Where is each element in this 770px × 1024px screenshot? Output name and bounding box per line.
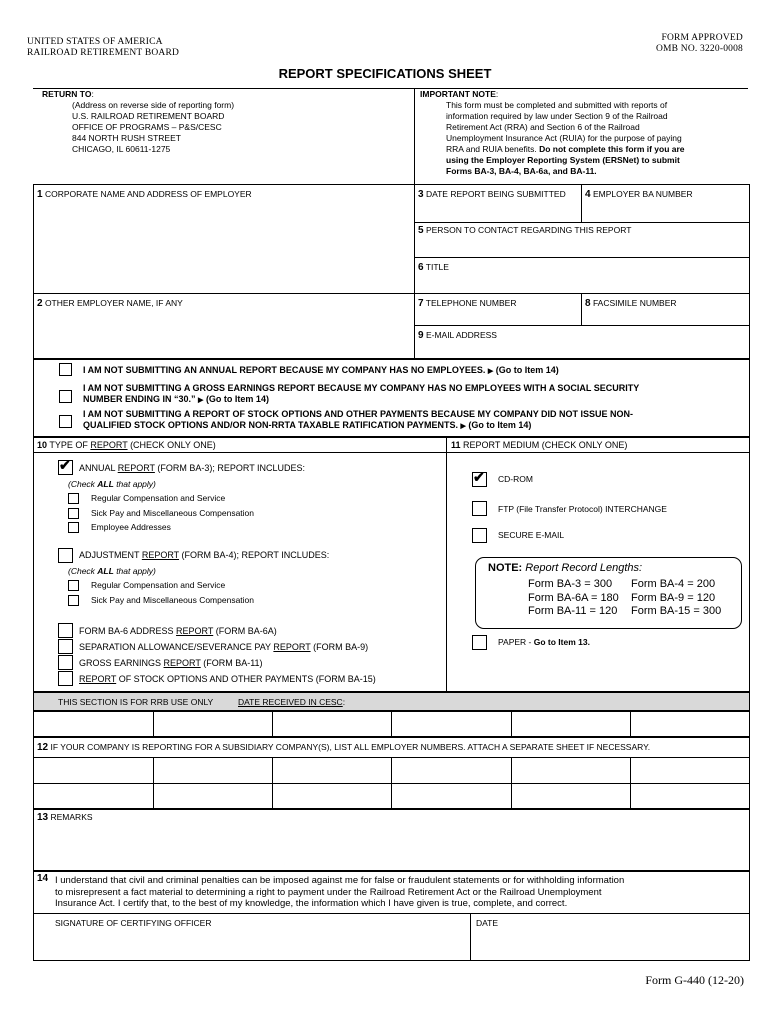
ba6-report-label (79, 626, 277, 637)
field-label: CORPORATE NAME AND ADDRESS OF EMPLOYER (44, 189, 252, 199)
annual-pre: ANNUAL (79, 463, 118, 473)
approval-line2: OMB NO. 3220-0008 (655, 44, 743, 54)
cert-line: to misrepresent a fact material to determining a right to payment under the Railroad Retirement Act or the Railroad Unemployment (55, 886, 602, 898)
date-received-text: DATE RECEIVED IN CESC (238, 697, 343, 707)
note-cell: Form BA-11 = 120 (528, 605, 618, 617)
field-label: OTHER EMPLOYER NAME, IF ANY (44, 298, 183, 308)
stock-options-report-checkbox[interactable] (58, 671, 73, 686)
adjust-sick-pay-checkbox[interactable] (68, 595, 79, 606)
certification-text (55, 875, 624, 910)
form-approval (656, 33, 743, 55)
field-label: TELEPHONE NUMBER (425, 298, 517, 308)
annual-regular-comp-label: Regular Compensation and Service (91, 493, 226, 503)
important-note-block (420, 89, 685, 177)
note-line: Retirement Act (RRA) and Section 6 of the Railroad (446, 122, 640, 132)
opt3-line2: QUALIFIED STOCK OPTIONS AND/OR NON-RRTA TAXABLE RATIFICATION PAYMENTS. (83, 420, 458, 430)
opt2-line1: I AM NOT SUBMITTING A GROSS EARNINGS REPORT BECAUSE MY COMPANY HAS NO EMPLOYEES WITH A SOCIAL SECURITY (83, 383, 640, 393)
field-email[interactable] (418, 330, 497, 341)
field-telephone[interactable] (418, 298, 516, 309)
secure-email-checkbox[interactable] (472, 528, 487, 543)
paper-checkbox[interactable] (472, 635, 487, 650)
adjust-post: (FORM BA-4); REPORT INCLUDES: (179, 550, 330, 560)
stock-u: REPORT (79, 674, 117, 684)
opt1-go: (Go to Item 14) (495, 365, 559, 375)
cert-line: I understand that civil and criminal penalties can be imposed against me for false or fraudulent statements or for withholding information (55, 875, 625, 886)
adjust-pre: ADJUSTMENT (79, 550, 142, 560)
note-line (446, 144, 685, 155)
cdrom-label: CD-ROM (498, 474, 533, 484)
return-to-line: U.S. RAILROAD RETIREMENT BOARD (72, 111, 225, 121)
note-cell: Form BA-6A = 180 (528, 591, 619, 604)
annual-report-label (79, 463, 305, 474)
note-title: Report Record Lengths: (525, 562, 643, 574)
date-received-label (238, 697, 345, 707)
return-to-line: OFFICE OF PROGRAMS – P&S/CESC (72, 122, 222, 132)
note-line5-bold: Do not complete this form if you are (539, 144, 685, 154)
signature-label: SIGNATURE OF CERTIFYING OFFICER (55, 918, 212, 928)
opt2-line2: NUMBER ENDING IN “30.” (83, 394, 196, 404)
gross-pre: GROSS EARNINGS (79, 658, 164, 668)
date-label: DATE (476, 918, 499, 928)
s10-label-post: (CHECK ONLY ONE) (127, 440, 216, 450)
s10-label-pre: TYPE OF (49, 440, 91, 450)
note-line: This form must be completed and submitted with reports of (446, 100, 668, 110)
rrb-use-only-label: THIS SECTION IS FOR RRB USE ONLY (58, 697, 214, 707)
adjustment-report-checkbox[interactable] (58, 548, 73, 563)
field-label: DATE REPORT BEING SUBMITTED (425, 189, 566, 199)
field-label: PERSON TO CONTACT REGARDING THIS REPORT (425, 225, 632, 235)
return-to-colon: : (91, 89, 94, 99)
s11-label: REPORT MEDIUM (CHECK ONLY ONE) (463, 440, 628, 450)
ba6-post: (FORM BA-6A) (213, 626, 277, 636)
field-number: 3 (418, 189, 424, 200)
return-to-line: CHICAGO, IL 60611-1275 (72, 144, 171, 154)
agency-line2: RAILROAD RETIREMENT BOARD (27, 48, 180, 58)
ba6-u: REPORT (176, 626, 214, 636)
annual-addresses-label: Employee Addresses (91, 522, 171, 532)
note-table (528, 578, 721, 619)
s12-label: IF YOUR COMPANY IS REPORTING FOR A SUBSIDIARY COMPANY(S), LIST ALL EMPLOYER NUMBERS. ATTACH A SEPARATE SHEET IF NECESSARY. (50, 742, 651, 752)
approval-line1: FORM APPROVED (661, 33, 743, 43)
gross-earnings-report-label (79, 658, 263, 669)
field-number: 2 (37, 298, 43, 309)
checkmark-icon: ✔ (59, 457, 71, 473)
opt2-go: (Go to Item 14) (205, 394, 269, 404)
note-cell: Form BA-9 = 120 (631, 591, 716, 604)
field-label: E-MAIL ADDRESS (425, 330, 497, 340)
signature-field[interactable] (55, 918, 211, 928)
note-cell: Form BA-4 = 200 (631, 578, 716, 590)
agency-name (27, 37, 179, 59)
section-number: 12 (37, 742, 49, 753)
adjust-check-all (68, 566, 156, 577)
return-to-label: RETURN TO (42, 89, 92, 99)
opt1-text: I AM NOT SUBMITTING AN ANNUAL REPORT BECAUSE MY COMPANY HAS NO EMPLOYEES. (83, 365, 486, 375)
check-all-pre: (Check (68, 479, 98, 489)
paper-text: PAPER - (498, 637, 534, 647)
field-facsimile[interactable] (585, 298, 677, 309)
arrow-right-icon: ▶ (487, 368, 494, 375)
stock-post: OF STOCK OPTIONS AND OTHER PAYMENTS (FORM BA-15) (116, 674, 376, 684)
annual-post: (FORM BA-3); REPORT INCLUDES: (154, 463, 306, 473)
gross-post: (FORM BA-11) (200, 658, 263, 668)
gross-earnings-report-checkbox[interactable] (58, 655, 73, 670)
ftp-checkbox[interactable] (472, 501, 487, 516)
page-title: REPORT SPECIFICATIONS SHEET (278, 66, 492, 81)
gross-u: REPORT (163, 658, 201, 668)
note-bold-line: Forms BA-3, BA-4, BA-6a, and BA-11. (446, 166, 597, 176)
sep-post: (FORM BA-9) (310, 642, 369, 652)
check-all-post: that apply) (113, 566, 156, 576)
section13-heading (37, 812, 93, 823)
note-heading (488, 562, 642, 575)
important-note-label: IMPORTANT NOTE (420, 89, 496, 99)
checkmark-icon: ✔ (473, 469, 485, 485)
separation-report-checkbox[interactable] (58, 639, 73, 654)
separation-report-label (79, 642, 368, 653)
no-gross-earnings-checkbox[interactable] (59, 390, 72, 403)
arrow-right-icon: ▶ (198, 397, 204, 404)
remarks-field[interactable] (33, 809, 750, 871)
field-label: FACSIMILE NUMBER (592, 298, 677, 308)
return-to-line: 844 NORTH RUSH STREET (72, 133, 181, 143)
field-date-submitted[interactable] (418, 189, 566, 200)
field-contact-person[interactable] (418, 225, 631, 236)
annual-check-all (68, 479, 156, 490)
check-all-pre: (Check (68, 566, 98, 576)
field-number: 5 (418, 225, 424, 236)
arrow-right-icon: ▶ (460, 423, 466, 430)
employer-info-grid (33, 184, 750, 359)
field-number: 4 (585, 189, 591, 200)
opt3-go: (Go to Item 14) (468, 420, 532, 430)
ba6-report-checkbox[interactable] (58, 623, 73, 638)
field-other-employer-name[interactable] (37, 298, 183, 309)
section14-number: 14 (37, 873, 49, 884)
annual-addresses-checkbox[interactable] (68, 522, 79, 533)
cert-line: Insurance Act. I certify that, to the best of my knowledge, the information which I have given is true, complete, and correct. (55, 898, 568, 909)
cdrom-checkbox[interactable] (472, 469, 487, 487)
note-line5-plain: RRA and RUIA benefits. (446, 144, 540, 154)
form-id: Form G-440 (12-20) (645, 973, 744, 987)
field-employer-ba-number[interactable] (585, 189, 693, 200)
no-annual-report-checkbox[interactable] (59, 363, 72, 376)
sep-u: REPORT (273, 642, 311, 652)
important-note-colon: : (495, 89, 499, 99)
note-label: NOTE: (488, 562, 523, 574)
section-number: 11 (451, 440, 461, 450)
note-line: Unemployment Insurance Act (RUIA) for the purpose of paying (446, 133, 682, 143)
ba6-pre: FORM BA-6 ADDRESS (79, 626, 177, 636)
field-label: TITLE (425, 262, 449, 272)
note-cell: Form BA-15 = 300 (631, 605, 722, 617)
field-number: 6 (418, 262, 424, 273)
section10-heading (37, 440, 216, 451)
date-field[interactable] (476, 918, 498, 928)
field-number: 8 (585, 298, 591, 309)
section11-heading (451, 440, 627, 451)
ftp-label: FTP (File Transfer Protocol) INTERCHANGE (498, 504, 667, 514)
no-gross-earnings-text (83, 383, 639, 406)
field-title[interactable] (418, 262, 449, 273)
annual-sick-pay-label: Sick Pay and Miscellaneous Compensation (91, 508, 255, 518)
section-number: 10 (37, 440, 48, 450)
note-cell: Form BA-3 = 300 (528, 578, 613, 590)
no-stock-options-text (83, 409, 633, 432)
s13-label: REMARKS (50, 812, 93, 822)
annual-regular-comp-checkbox[interactable] (68, 493, 79, 504)
paper-label (498, 637, 590, 648)
section12-heading (37, 742, 650, 753)
return-to-block (42, 89, 234, 155)
field-label: EMPLOYER BA NUMBER (592, 189, 693, 199)
no-annual-report-text (83, 365, 559, 377)
adjust-u: REPORT (141, 550, 180, 560)
s10-label-u: REPORT (90, 440, 128, 450)
note-bold-line: using the Employer Reporting System (ERSNet) to submit (446, 155, 680, 165)
secure-email-label: SECURE E-MAIL (498, 530, 565, 540)
check-all-bold: ALL (97, 566, 114, 576)
paper-bold: Go to Item 13. (533, 637, 590, 647)
note-line: information required by law under Section 9 of the Railroad (446, 111, 668, 121)
annual-u: REPORT (117, 463, 155, 473)
field-corporate-name[interactable] (37, 189, 252, 200)
field-number: 9 (418, 330, 424, 341)
agency-line1: UNITED STATES OF AMERICA (27, 37, 163, 47)
field-number: 1 (37, 189, 43, 200)
date-received-colon: : (342, 697, 346, 707)
stock-options-report-label (79, 674, 376, 685)
field-number: 7 (418, 298, 424, 309)
adjust-sick-pay-label: Sick Pay and Miscellaneous Compensation (91, 595, 255, 605)
return-to-line: (Address on reverse side of reporting form) (72, 100, 235, 110)
no-stock-options-checkbox[interactable] (59, 415, 72, 428)
adjust-regular-comp-label: Regular Compensation and Service (91, 580, 226, 590)
annual-report-checkbox[interactable] (58, 457, 73, 475)
check-all-post: that apply) (113, 479, 156, 489)
opt3-line1: I AM NOT SUBMITTING A REPORT OF STOCK OPTIONS AND OTHER PAYMENTS BECAUSE MY COMPANY DID NOT ISSUE NON- (83, 409, 634, 419)
sep-pre: SEPARATION ALLOWANCE/SEVERANCE PAY (79, 642, 274, 652)
check-all-bold: ALL (97, 479, 114, 489)
adjustment-report-label (79, 550, 329, 561)
section-number: 13 (37, 812, 49, 823)
adjust-regular-comp-checkbox[interactable] (68, 580, 79, 591)
annual-sick-pay-checkbox[interactable] (68, 508, 79, 519)
